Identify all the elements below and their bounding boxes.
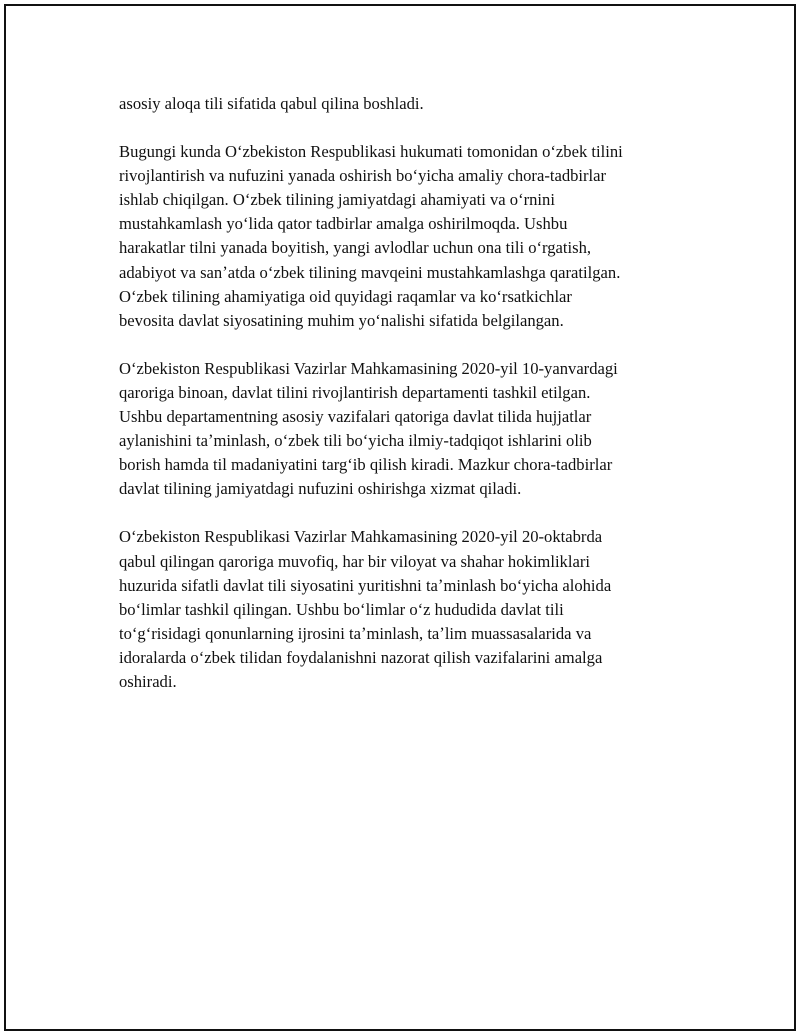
text-line: toʻgʻrisidagi qonunlarning ijrosini taʼminlash, taʼlim muassasalarida va [119, 623, 592, 643]
text-line: harakatlar tilni yanada boyitish, yangi avlodlar uchun ona tili oʻrgatish, [119, 238, 592, 258]
text-line: Oʻzbek tilining ahamiyatiga oid quyidagi raqamlar va koʻrsatkichlar [119, 286, 572, 306]
text-line: idoralarda oʻzbek tilidan foydalanishni nazorat qilish vazifalarini amalga [119, 647, 603, 667]
text-line: mustahkamlash yoʻlida qator tadbirlar amalga oshirilmoqda. Ushbu [119, 214, 568, 234]
text-line: Oʻzbekiston Respublikasi Vazirlar Mahkamasining 2020-yil 10-yanvardagi [119, 358, 618, 378]
text-line: rivojlantirish va nufuzini yanada oshirish boʻyicha amaliy chora-tadbirlar [119, 166, 607, 186]
text-line: Oʻzbekiston Respublikasi Vazirlar Mahkamasining 2020-yil 20-oktabrda [119, 527, 603, 547]
paragraph-4 [119, 525, 694, 694]
text-line: adabiyot va sanʼatda oʻzbek tilining mavqeini mustahkamlashga qaratilgan. [119, 262, 621, 282]
paragraph-3 [119, 357, 694, 502]
text-line: Ushbu departamentning asosiy vazifalari qatoriga davlat tilida hujjatlar [119, 407, 592, 427]
document-body [119, 92, 694, 718]
text-line: davlat tilining jamiyatdagi nufuzini oshirishga xizmat qiladi. [119, 479, 522, 499]
text-line: aylanishini taʼminlash, oʻzbek tili boʻyicha ilmiy-tadqiqot ishlarini olib [119, 431, 592, 451]
text-line: huzurida sifatli davlat tili siyosatini yuritishni taʼminlash boʻyicha alohida [119, 575, 612, 595]
text-line: Bugungi kunda Oʻzbekiston Respublikasi hukumati tomonidan oʻzbek tilini [119, 142, 623, 162]
text-line: borish hamda til madaniyatini targʻib qilish kiradi. Mazkur chora-tadbirlar [119, 455, 613, 475]
page-frame [4, 4, 796, 1031]
text-line: qaroriga binoan, davlat tilini rivojlantirish departamenti tashkil etilgan. [119, 382, 591, 402]
paragraph-2 [119, 140, 694, 333]
text-line: qabul qilingan qaroriga muvofiq, har bir viloyat va shahar hokimliklari [119, 551, 590, 571]
text-line: bevosita davlat siyosatining muhim yoʻnalishi sifatida belgilangan. [119, 310, 564, 330]
text-line: ishlab chiqilgan. Oʻzbek tilining jamiyatdagi ahamiyati va oʻrnini [119, 190, 555, 210]
text-line: asosiy aloqa tili sifatida qabul qilina boshladi. [119, 94, 424, 113]
paragraph-1 [119, 92, 694, 116]
text-line: oshiradi. [119, 671, 177, 691]
text-line: boʻlimlar tashkil qilingan. Ushbu boʻlimlar oʻz hududida davlat tili [119, 599, 564, 619]
